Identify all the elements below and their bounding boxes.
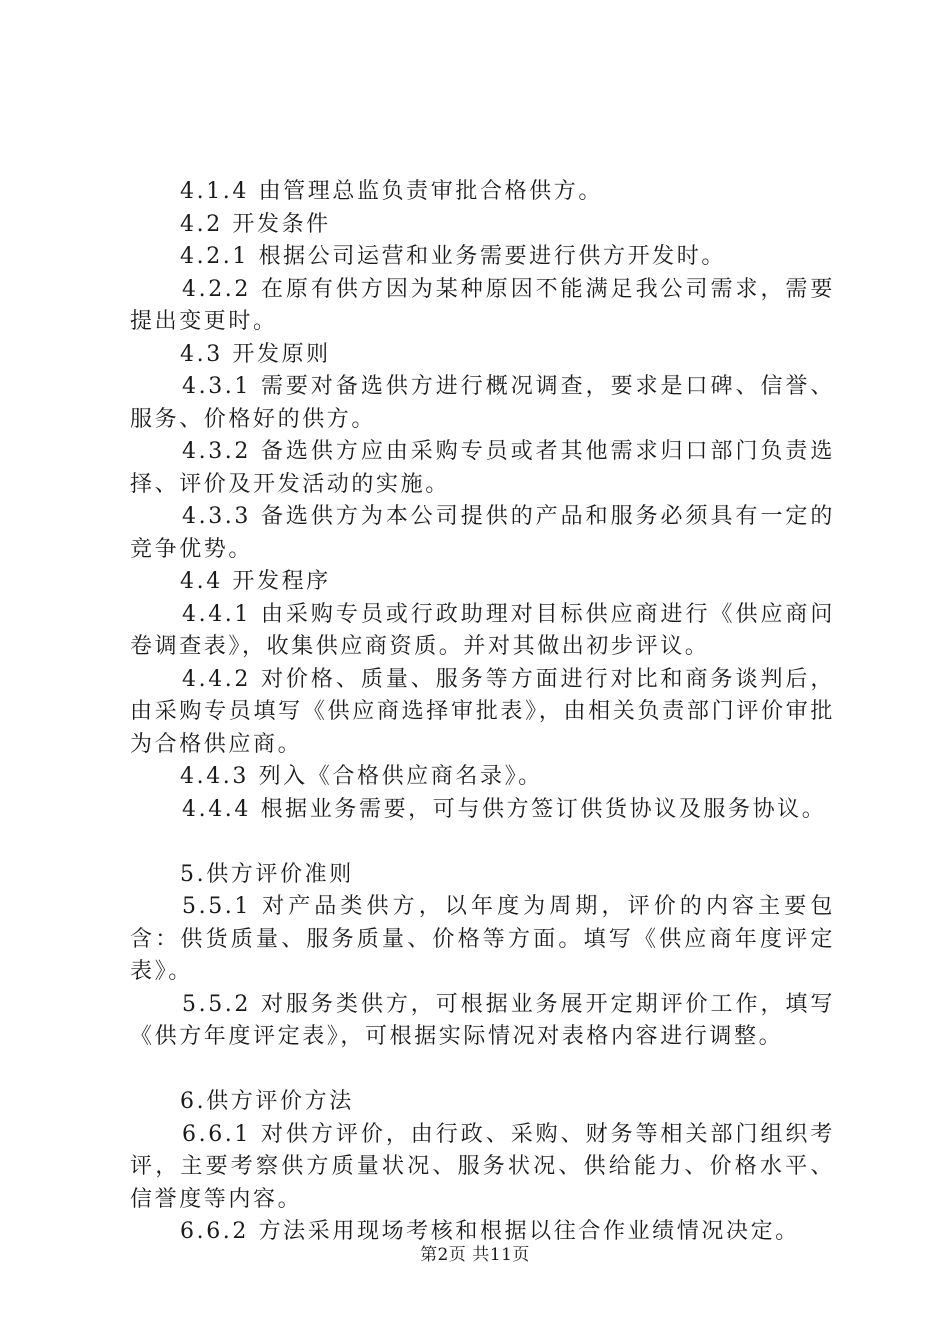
paragraph-5-5-2: 5.5.2 对服务类供方，可根据业务展开定期评价工作，填写《供方年度评定表》，可根据实际情况对表格内容进行调整。 [130,991,835,1049]
paragraph-4-4-4: 4.4.4 根据业务需要，可与供方签订供货协议及服务协议。 [182,796,827,822]
paragraph-4-4-2: 4.4.2 对价格、质量、服务等方面进行对比和商务谈判后，由采购专员填写《供应商选择审批表》，由相关负责部门评价审批为合格供应商。 [130,666,835,757]
section-gap [130,1054,835,1087]
paragraph-6-6-2: 6.6.2 方法采用现场考核和根据以往合作业绩情况决定。 [180,1219,800,1244]
paragraph-4-2-1: 4.2.1 根据公司运营和业务需要进行供方开发时。 [180,244,726,269]
paragraph-4-1-4: 4.1.4 由管理总监负责审批合格供方。 [180,179,603,204]
paragraph-4-3-3: 4.3.3 备选供方为本公司提供的产品和服务必须具有一定的竞争优势。 [130,504,835,562]
heading-4-4: 4.4 开发程序 [180,569,331,594]
paragraph-4-4-1: 4.4.1 由采购专员或行政助理对目标供应商进行《供应商问卷调查表》，收集供应商资质。并对其做出初步评议。 [130,601,835,659]
paragraph-6-6-1: 6.6.1 对供方评价，由行政、采购、财务等相关部门组织考评，主要考察供方质量状况、服务状况、供给能力、价格水平、信誉度等内容。 [130,1121,835,1212]
paragraph-4-3-1: 4.3.1 需要对备选供方进行概况调查，要求是口碑、信誉、服务、价格好的供方。 [130,374,835,432]
paragraph-4-4-3: 4.4.3 列入《合格供应商名录》。 [180,764,543,789]
paragraph-4-3-2: 4.3.2 备选供方应由采购专员或者其他需求归口部门负责选择、评价及开发活动的实施。 [130,439,835,497]
heading-5: 5.供方评价准则 [180,861,354,887]
paragraph-4-2-2: 4.2.2 在原有供方因为某种原因不能满足我公司需求，需要提出变更时。 [130,276,835,334]
heading-6: 6.供方评价方法 [180,1089,354,1114]
document-body [130,176,835,1249]
paragraph-5-5-1: 5.5.1 对产品类供方，以年度为周期，评价的内容主要包含：供货质量、服务质量、价格等方面。填写《供应商年度评定表》。 [130,894,835,984]
heading-4-3: 4.3 开发原则 [180,341,331,367]
heading-4-2: 4.2 开发条件 [180,211,331,237]
section-gap [130,826,835,859]
page-number-footer: 第2页 共11页 [420,1245,530,1265]
